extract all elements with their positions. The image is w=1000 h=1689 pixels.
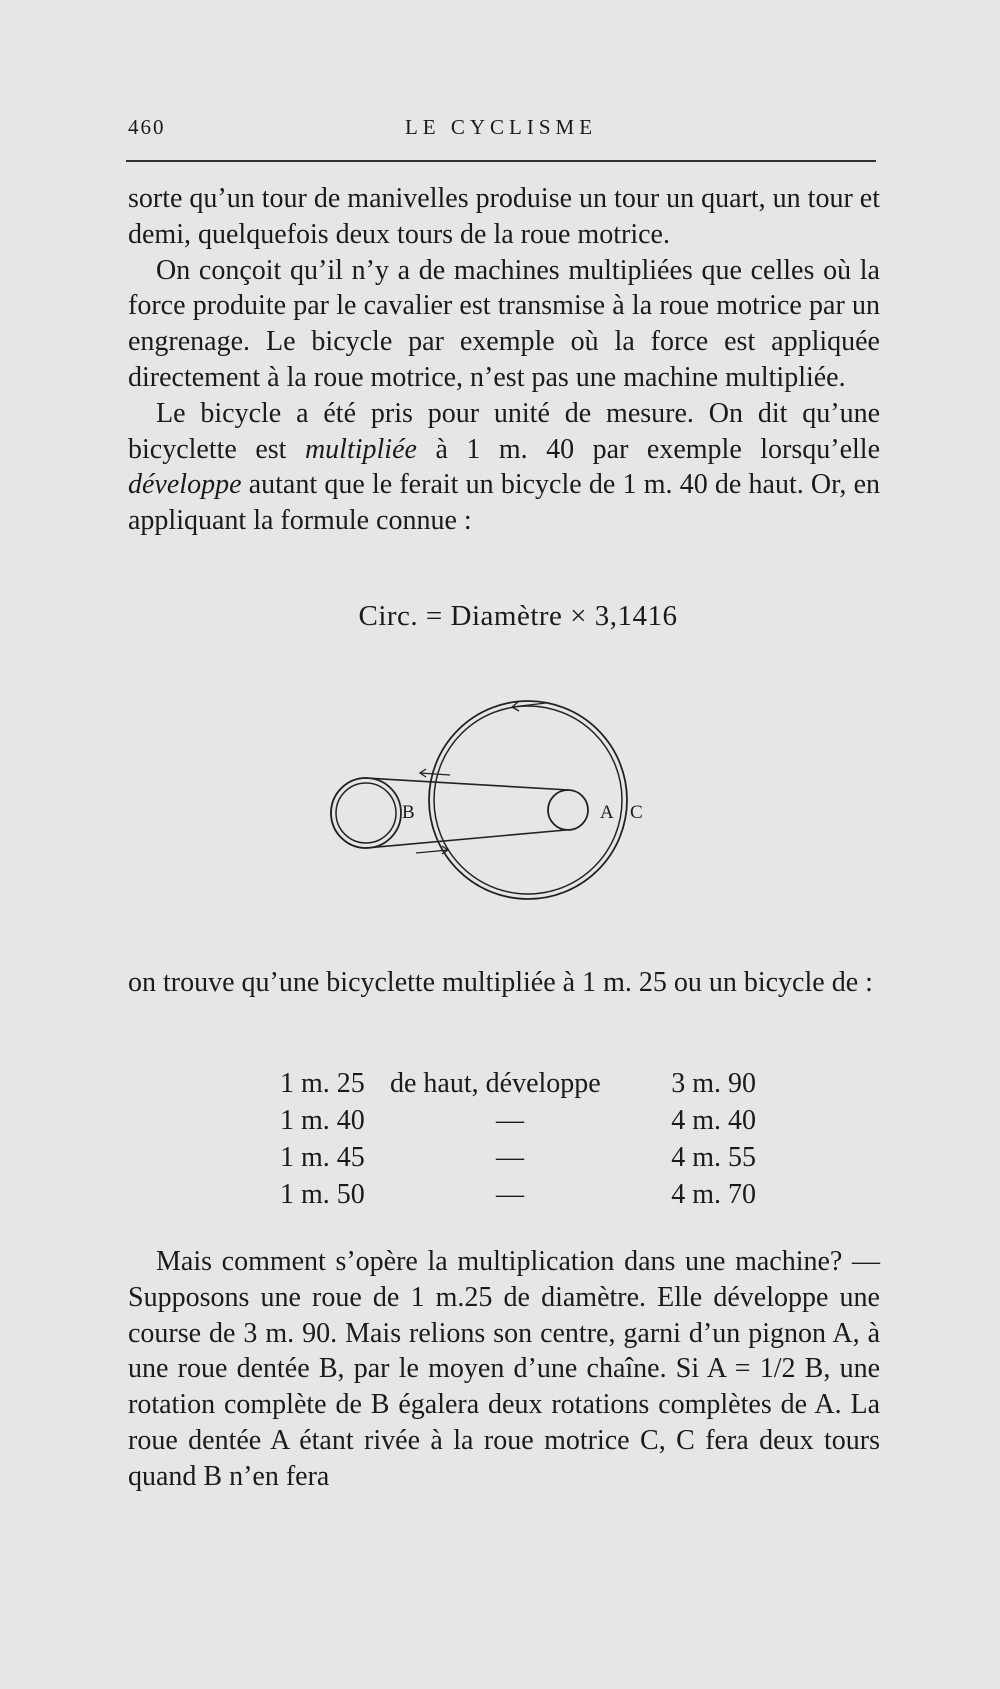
- label-b: B: [402, 802, 415, 823]
- table-row: [280, 1179, 756, 1216]
- table-cell-develops: 4 m. 40: [671, 1105, 756, 1136]
- text-block-middle: [128, 965, 880, 1001]
- paragraph-1: sorte qu’un tour de manivelles produise un tour un quart, un tour et demi, quelquefois deux tours de la roue motrice.: [128, 183, 880, 250]
- circumference-formula: [0, 600, 1000, 633]
- table-cell-height: 1 m. 40: [280, 1105, 365, 1136]
- header-rule: [126, 160, 876, 162]
- formula-text: Circ. = Diamètre × 3,1416: [358, 600, 678, 632]
- wheel-c-inner: [434, 706, 622, 894]
- paragraph-3-part-b: à 1 m. 40 par exemple lorsqu’elle: [416, 433, 881, 465]
- emphasis-developpe: développe: [128, 469, 242, 501]
- emphasis-multipliee: multipliée: [304, 433, 417, 465]
- page-number: 460: [128, 115, 166, 139]
- table-cell-middle: —: [496, 1142, 524, 1173]
- page-header: [128, 112, 874, 142]
- table-cell-develops: 3 m. 90: [671, 1068, 756, 1099]
- paragraph-3: [128, 396, 880, 539]
- paragraph-4: on trouve qu’une bicyclette multipliée à 1 m. 25 ou un bicycle de :: [128, 967, 873, 998]
- table-cell-height: 1 m. 45: [280, 1142, 365, 1173]
- arrow-top-chain: [420, 769, 450, 777]
- chain-drive-diagram: [320, 690, 700, 930]
- text-block-bottom: [128, 1244, 880, 1495]
- table-row: [280, 1142, 756, 1179]
- table-row: [280, 1105, 756, 1142]
- running-title: LE CYCLISME: [404, 115, 598, 139]
- table-cell-height: 1 m. 25: [280, 1068, 365, 1099]
- paragraph-3-part-c: autant que le ferait un bicycle de 1 m. 40 de haut. Or, en appliquant la formule connue :: [128, 469, 880, 537]
- table-cell-height: 1 m. 50: [280, 1179, 365, 1210]
- sprocket-b-inner: [336, 783, 396, 843]
- chain-top: [366, 778, 569, 790]
- development-table: [280, 1068, 756, 1216]
- paragraph-5: Mais comment s’opère la multiplication dans une machine? — Supposons une roue de 1 m.25 de diamètre. Elle développe une course de 3 m. 90. Mais relions son centre, garni d’un pignon A, à une roue dentée B, par le moyen d’une chaîne. Si A = 1/2 B, une rotation complète de B égalera deux rotations complètes de A. La roue dentée A étant rivée à la roue motrice C, C fera deux tours quand B n’en fera: [128, 1246, 880, 1492]
- paragraph-3-part-a: Le bicycle a été pris pour unité de mesure. On dit qu’une bicyclette est: [128, 397, 880, 465]
- wheel-c-outer: [429, 701, 627, 899]
- table-cell-middle: de haut, développe: [390, 1068, 601, 1099]
- table-cell-develops: 4 m. 70: [671, 1179, 756, 1210]
- label-a: A: [600, 802, 614, 823]
- table-cell-develops: 4 m. 55: [671, 1142, 756, 1173]
- arrow-bottom-chain: [416, 846, 448, 854]
- table-cell-middle: —: [496, 1179, 524, 1210]
- pinion-a: [548, 790, 588, 830]
- label-c: C: [630, 802, 643, 823]
- table-cell-middle: —: [496, 1105, 524, 1136]
- text-block-top: [128, 181, 880, 539]
- paragraph-2: On conçoit qu’il n’y a de machines multipliées que celles où la force produite par le cavalier est transmise à la roue motrice par un engrenage. Le bicycle par exemple où la force est appliquée directement à la roue motrice, n’est pas une machine multipliée.: [128, 254, 880, 393]
- chain-drive-figure: [320, 690, 700, 930]
- table-row: [280, 1068, 756, 1105]
